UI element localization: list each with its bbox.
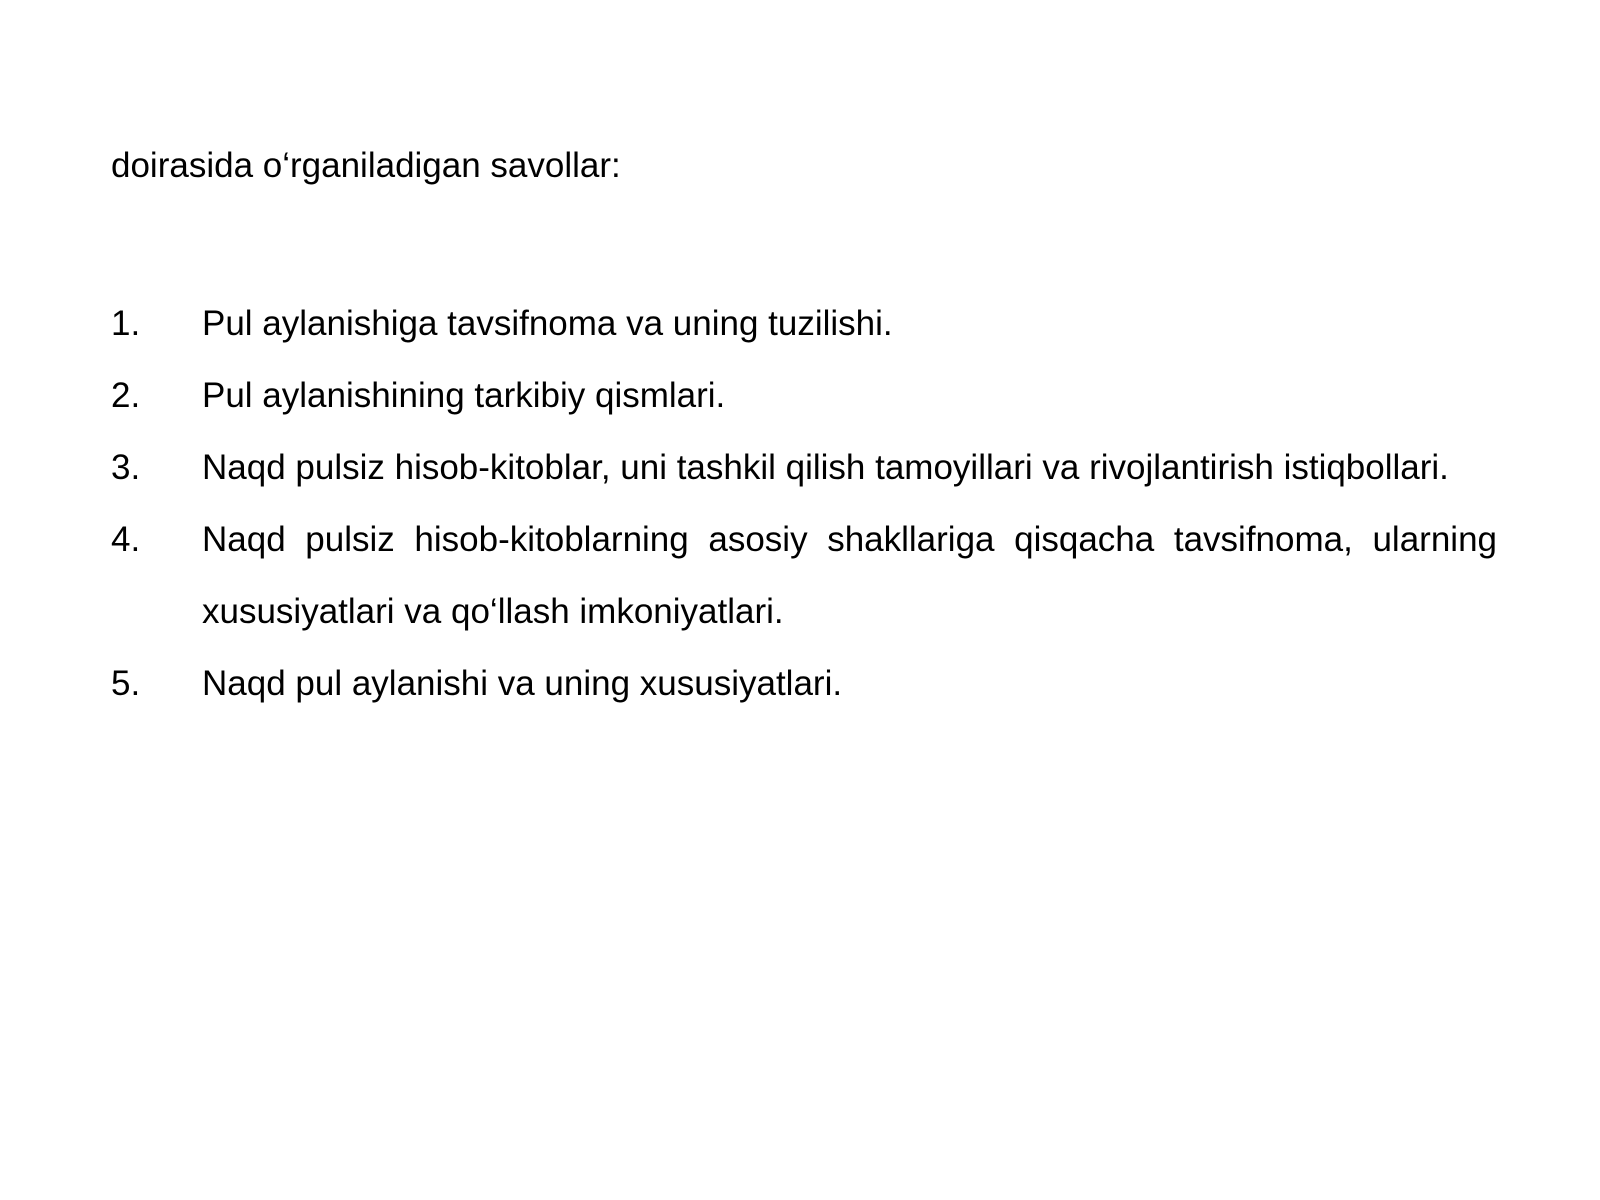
list-item-text: Naqd pul aylanishi va uning xususiyatlari.	[202, 664, 843, 703]
list-item	[111, 648, 1497, 720]
list-item-text: Naqd pulsiz hisob-kitoblar, uni tashkil qilish tamoyillari va rivojlantirish istiqbollari.	[202, 448, 1449, 487]
list-item-number: 1.	[111, 304, 141, 343]
list-item-text: Pul aylanishiga tavsifnoma va uning tuzilishi.	[202, 304, 893, 343]
list-item-number: 2.	[111, 376, 141, 415]
list-item	[111, 504, 1497, 648]
list-item-text: Naqd pulsiz hisob-kitoblarning asosiy shakllariga qisqacha tavsifnoma, ularning xususiyatlari va qo‘llash imkoniyatlari.	[202, 520, 1497, 631]
list-item	[111, 432, 1497, 504]
list-item-number: 5.	[111, 664, 141, 703]
questions-list	[111, 288, 1497, 720]
intro-text: doirasida o‘rganiladigan savollar:	[111, 146, 621, 185]
list-item	[111, 360, 1497, 432]
list-item-number: 4.	[111, 520, 141, 559]
list-item	[111, 288, 1497, 360]
list-item-text: Pul aylanishining tarkibiy qismlari.	[202, 376, 726, 415]
list-item-number: 3.	[111, 448, 141, 487]
